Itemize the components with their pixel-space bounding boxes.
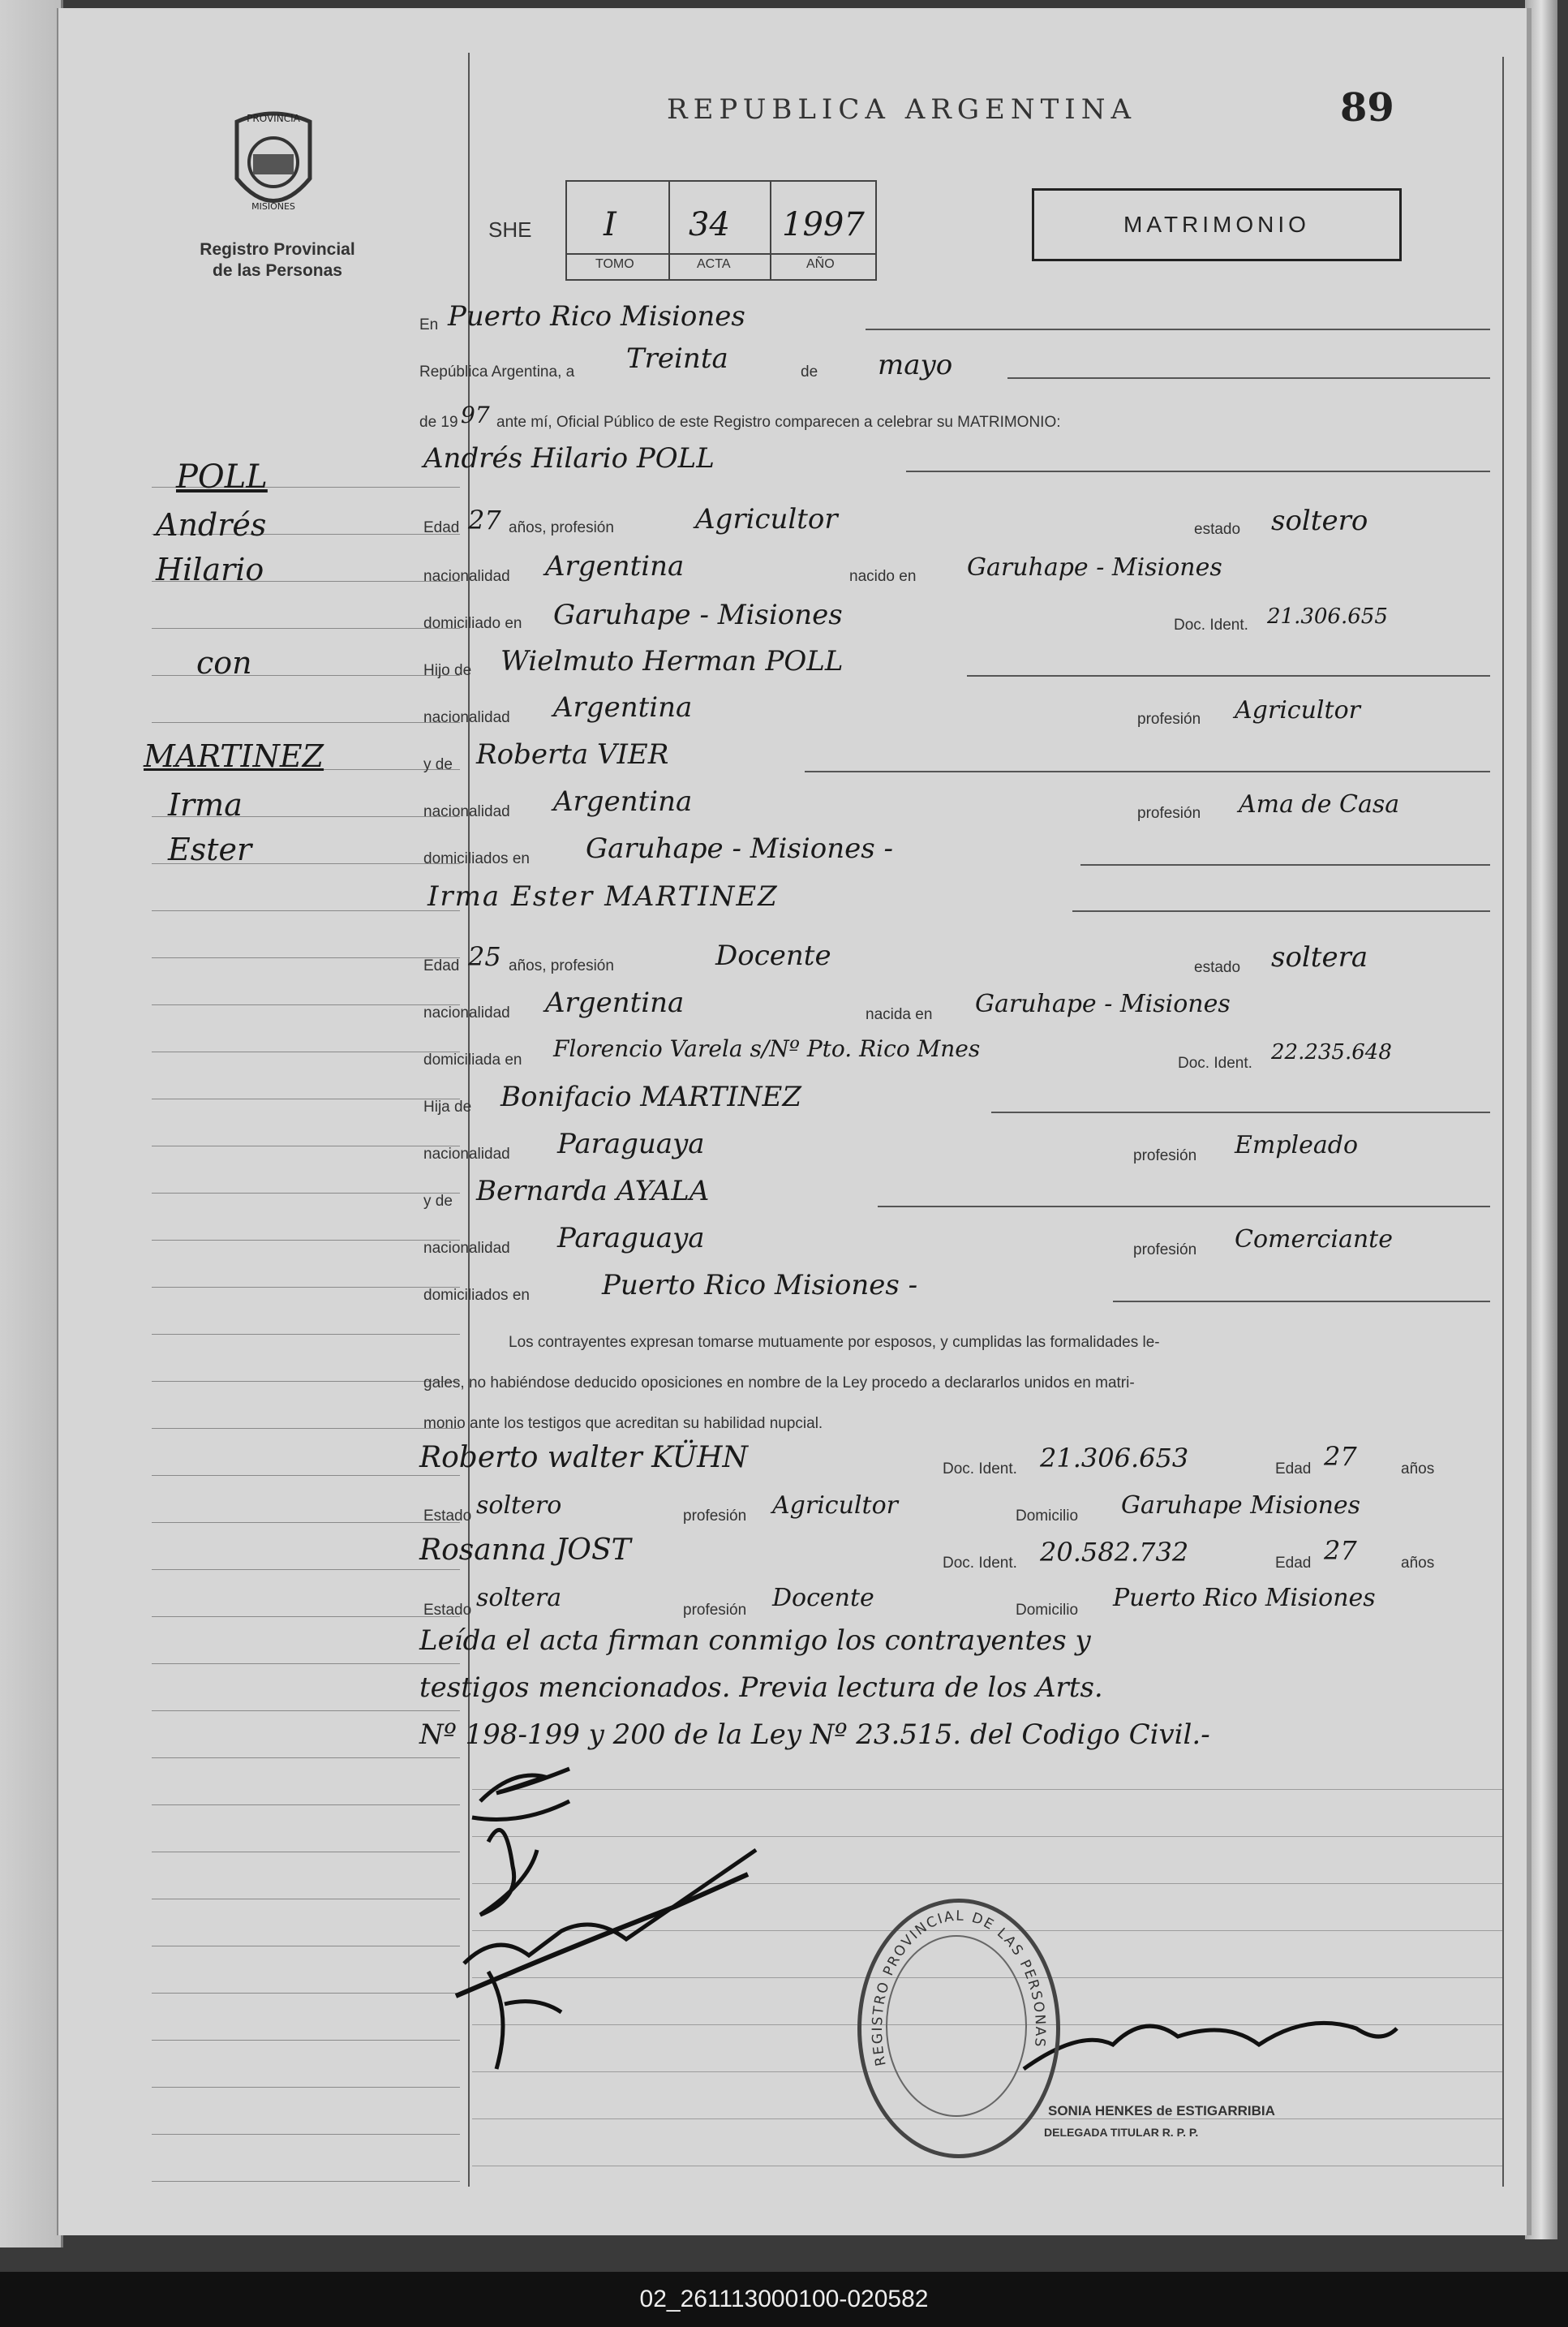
witness-1-anos-label: años	[1401, 1460, 1435, 1477]
bride-anos-profesion-label: años, profesión	[509, 957, 614, 974]
registry-name	[180, 239, 375, 282]
fill-line	[1080, 864, 1490, 866]
margin-ruled-line	[152, 957, 460, 958]
witness-1-profesion: Agricultor	[772, 1491, 898, 1520]
groom-father-nac-label: nacionalidad	[423, 709, 510, 726]
bride-doc-label: Doc. Ident.	[1178, 1055, 1252, 1072]
groom-mother-prof: Ama de Casa	[1239, 790, 1400, 819]
groom-full-name: Andrés Hilario POLL	[423, 442, 715, 475]
margin-ruled-line	[152, 1710, 460, 1711]
page-number: 89	[1340, 85, 1394, 131]
coat-of-arms-seal	[221, 105, 326, 227]
country-title: REPUBLICA ARGENTINA	[667, 93, 1137, 126]
ledger-page	[57, 8, 1531, 2235]
witness-2-domicilio-label: Domicilio	[1016, 1602, 1079, 1619]
bride-estado: soltera	[1271, 941, 1368, 974]
margin-ruled-line	[152, 1522, 460, 1523]
party-signatures	[407, 1753, 829, 2093]
fill-line	[1072, 910, 1490, 912]
ano-label: AÑO	[806, 257, 835, 271]
svg-text:PROVINCIA: PROVINCIA	[247, 113, 300, 124]
groom-parents-dom-label: domiciliados en	[423, 850, 530, 867]
groom-nac-label: nacionalidad	[423, 568, 510, 585]
groom-parents-dom: Garuhape - Misiones -	[586, 832, 893, 865]
right-border	[1502, 57, 1504, 2187]
groom-father-prof: Agricultor	[1235, 696, 1360, 725]
groom-mother: Roberta VIER	[476, 738, 669, 771]
groom-edad: 27	[468, 505, 501, 536]
groom-hijo-label: Hijo de	[423, 662, 472, 679]
registry-line-1: Registro Provincial	[200, 240, 355, 259]
margin-surname-groom: POLL	[176, 458, 268, 496]
svg-text:REGISTRO PROVINCIAL DE LAS PER	[870, 1908, 1048, 2067]
margin-ruled-line	[152, 628, 460, 629]
stamp-text: REGISTRO PROVINCIAL DE LAS PERSONAS	[869, 1908, 1049, 2068]
margin-ruled-line	[152, 722, 460, 723]
bride-father: Bonifacio MARTINEZ	[500, 1081, 801, 1113]
republica-label: República Argentina, a	[419, 363, 575, 381]
margin-ruled-line	[152, 910, 460, 911]
witness-1-edad-label: Edad	[1275, 1460, 1312, 1477]
de-label: de	[801, 363, 818, 381]
witness-2-anos-label: años	[1401, 1555, 1435, 1572]
margin-ruled-line	[152, 1569, 460, 1570]
bride-nacionalidad: Argentina	[545, 987, 685, 1019]
margin-con: con	[196, 645, 252, 681]
svg-text:MISIONES: MISIONES	[251, 201, 295, 212]
bride-hija-label: Hija de	[423, 1099, 472, 1116]
margin-ruled-line	[152, 1004, 460, 1005]
groom-edad-label: Edad	[423, 519, 460, 536]
fill-line	[866, 329, 1490, 330]
witness-1-domicilio: Garuhape Misiones	[1121, 1491, 1361, 1520]
groom-estado: soltero	[1271, 505, 1368, 537]
margin-ruled-line	[152, 1334, 460, 1335]
groom-doc-label: Doc. Ident.	[1174, 617, 1248, 634]
closing-line-1: Leída el acta firman conmigo los contrayentes y	[419, 1624, 1091, 1657]
witness-1-estado: soltero	[476, 1491, 562, 1520]
margin-ruled-line	[152, 2181, 460, 2182]
margin-ruled-line	[152, 1616, 460, 1617]
margin-ruled-line	[152, 2134, 460, 2135]
declaration-line-3: monio ante los testigos que acreditan su habilidad nupcial.	[423, 1415, 823, 1432]
witness-1-estado-label: Estado	[423, 1508, 472, 1525]
groom-nacido-label: nacido en	[849, 568, 917, 585]
witness-2-estado-label: Estado	[423, 1602, 472, 1619]
groom-profesion: Agricultor	[695, 503, 838, 536]
groom-dom-label: domiciliado en	[423, 615, 522, 632]
bride-full-name: Irma Ester MARTINEZ	[427, 880, 779, 913]
fill-line	[805, 771, 1490, 772]
declaration-line-2: gales, no habiéndose deducido oposiciones en nombre de la Ley procedo a declararlos unidos en matri-	[423, 1374, 1135, 1391]
witness-2-profesion-label: profesión	[683, 1602, 747, 1619]
volume-act-year-box	[565, 180, 877, 281]
bride-mother-prof: Comerciante	[1235, 1225, 1393, 1254]
bride-mother-nac: Paraguaya	[557, 1222, 705, 1254]
witness-1-profesion-label: profesión	[683, 1508, 747, 1525]
bride-doc: 22.235.648	[1271, 1040, 1392, 1065]
year-prefix: de 19	[419, 414, 458, 431]
margin-ruled-line	[152, 1240, 460, 1241]
registry-line-2: de las Personas	[213, 261, 342, 280]
bride-dom-label: domiciliada en	[423, 1052, 522, 1069]
witness-2-doc-label: Doc. Ident.	[943, 1555, 1017, 1572]
year-suffix: 97	[461, 402, 490, 428]
bride-father-prof: Empleado	[1235, 1131, 1359, 1159]
margin-name-bride-2: Ester	[168, 832, 252, 867]
bride-edad: 25	[468, 941, 501, 972]
groom-nacionalidad: Argentina	[545, 550, 685, 583]
witness-1-name: Roberto walter KÜHN	[419, 1441, 748, 1474]
bride-edad-label: Edad	[423, 957, 460, 974]
image-caption: 02_261113000100-020582	[0, 2272, 1568, 2327]
bride-father-prof-label: profesión	[1133, 1147, 1197, 1164]
witness-1-edad: 27	[1324, 1441, 1357, 1472]
bride-mother-prof-label: profesión	[1133, 1241, 1197, 1258]
groom-yde-label: y de	[423, 756, 453, 773]
bride-father-nac: Paraguaya	[557, 1128, 705, 1160]
fill-line	[878, 1206, 1490, 1207]
closing-line-2: testigos mencionados. Previa lectura de los Arts.	[419, 1671, 1103, 1704]
fill-line	[991, 1112, 1490, 1113]
bride-father-nac-label: nacionalidad	[423, 1146, 510, 1163]
official-name: SONIA HENKES de ESTIGARRIBIA	[1048, 2103, 1275, 2118]
registry-stamp	[857, 1899, 1060, 2158]
closing-line-3: Nº 198-199 y 200 de la Ley Nº 23.515. del Codigo Civil.-	[419, 1718, 1210, 1751]
margin-name-groom-1: Andrés	[156, 507, 267, 543]
fill-line	[906, 471, 1490, 472]
bride-mother: Bernarda AYALA	[476, 1175, 710, 1207]
margin-ruled-line	[152, 1428, 460, 1429]
groom-mother-nac: Argentina	[553, 785, 693, 818]
witness-2-edad-label: Edad	[1275, 1555, 1312, 1572]
margin-ruled-line	[152, 1663, 460, 1664]
margin-name-bride-1: Irma	[168, 787, 243, 823]
ante-text: ante mí, Oficial Público de este Registro comparecen a celebrar su MATRIMONIO:	[496, 414, 1061, 431]
acta-value: 34	[689, 206, 730, 243]
witness-2-edad: 27	[1324, 1535, 1357, 1566]
bride-estado-label: estado	[1194, 959, 1241, 976]
witness-2-doc: 20.582.732	[1040, 1537, 1189, 1568]
day-value: Treinta	[626, 342, 728, 375]
fill-line	[967, 675, 1490, 677]
bride-nac-label: nacionalidad	[423, 1004, 510, 1022]
bride-domicilio: Florencio Varela s/Nº Pto. Rico Mnes	[553, 1035, 981, 1062]
margin-name-groom-2: Hilario	[156, 552, 264, 587]
bride-profesion: Docente	[715, 940, 831, 972]
margin-ruled-line	[152, 1381, 460, 1382]
groom-doc: 21.306.655	[1267, 604, 1388, 629]
margin-ruled-line	[152, 1287, 460, 1288]
groom-estado-label: estado	[1194, 521, 1241, 538]
bride-yde-label: y de	[423, 1193, 453, 1210]
sheet-prefix: SHE	[488, 217, 532, 242]
margin-ruled-line	[152, 1193, 460, 1194]
witness-2-profesion: Docente	[772, 1584, 874, 1612]
groom-mother-nac-label: nacionalidad	[423, 803, 510, 820]
witness-1-domicilio-label: Domicilio	[1016, 1508, 1079, 1525]
witness-2-domicilio: Puerto Rico Misiones	[1113, 1584, 1376, 1612]
official-signature	[1016, 1996, 1421, 2093]
tomo-value: I	[604, 206, 616, 243]
bride-parents-dom: Puerto Rico Misiones -	[602, 1269, 918, 1301]
tomo-label: TOMO	[595, 257, 634, 271]
margin-ruled-line	[152, 1475, 460, 1476]
groom-father-prof-label: profesión	[1137, 711, 1201, 728]
book-left-edge	[0, 0, 63, 2247]
declaration-line-1: Los contrayentes expresan tomarse mutuamente por esposos, y cumplidas las formalidades le-	[509, 1334, 1160, 1351]
bride-mother-nac-label: nacionalidad	[423, 1240, 510, 1257]
witness-2-name: Rosanna JOST	[419, 1533, 631, 1567]
fill-line	[1113, 1301, 1490, 1302]
stamp-text-ring	[861, 1903, 1056, 2154]
groom-mother-prof-label: profesión	[1137, 805, 1201, 822]
official-title: DELEGADA TITULAR R. P. P.	[1044, 2126, 1199, 2139]
witness-1-doc-label: Doc. Ident.	[943, 1460, 1017, 1477]
bride-nacida-label: nacida en	[866, 1006, 933, 1023]
groom-domicilio: Garuhape - Misiones	[553, 599, 843, 631]
groom-father: Wielmuto Herman POLL	[500, 645, 844, 677]
groom-father-nac: Argentina	[553, 691, 693, 724]
year-value: 1997	[782, 206, 865, 243]
month-value: mayo	[878, 349, 953, 381]
bride-nacida: Garuhape - Misiones	[975, 990, 1231, 1018]
margin-surname-bride: MARTINEZ	[144, 738, 324, 774]
witness-1-doc: 21.306.653	[1040, 1443, 1189, 1473]
witness-2-estado: soltera	[476, 1584, 562, 1612]
fill-line	[1007, 377, 1490, 379]
groom-anos-profesion-label: años, profesión	[509, 519, 614, 536]
groom-nacido: Garuhape - Misiones	[967, 553, 1222, 582]
place-value: Puerto Rico Misiones	[448, 300, 745, 333]
bride-parents-dom-label: domiciliados en	[423, 1287, 530, 1304]
acta-label: ACTA	[697, 257, 731, 271]
box-divider	[567, 253, 875, 255]
act-type-box: MATRIMONIO	[1032, 188, 1402, 261]
en-label: En	[419, 316, 439, 333]
